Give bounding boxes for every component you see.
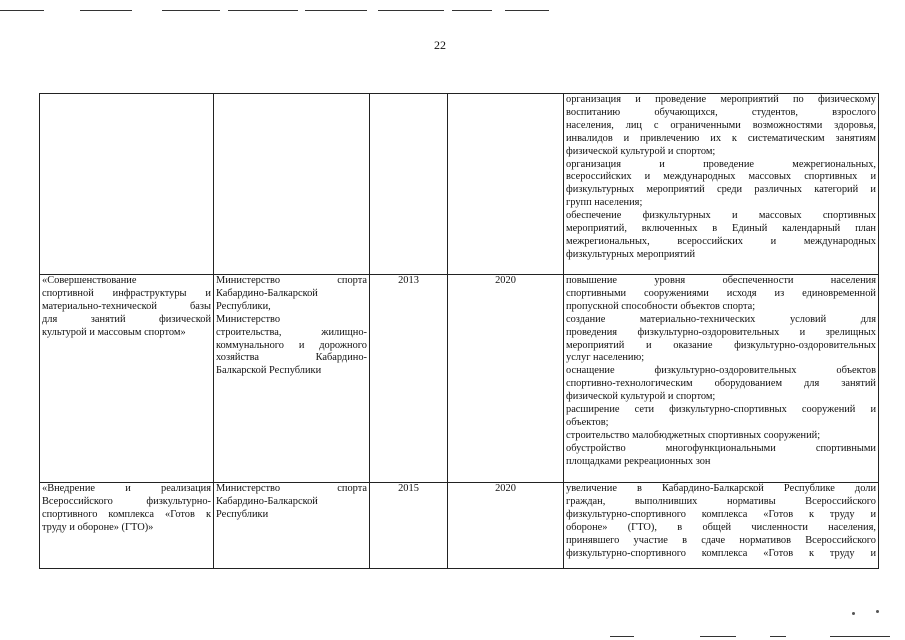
text-line: Министерство спорта bbox=[216, 275, 367, 286]
text-line: объектов; bbox=[566, 416, 609, 428]
results-cell bbox=[564, 94, 879, 275]
executor-cell bbox=[214, 94, 370, 275]
text-line: мероприятий и оказание физкультурно-оздоровительных bbox=[566, 339, 876, 351]
text-line: групп населения; bbox=[566, 197, 643, 209]
scan-artifact-line bbox=[228, 10, 298, 11]
executor-cell bbox=[214, 483, 370, 569]
table-row bbox=[40, 483, 879, 569]
scan-artifact-line bbox=[80, 10, 132, 11]
subprogram-name-cell bbox=[40, 94, 214, 275]
text-line: «Совершенствование bbox=[42, 275, 137, 286]
start-year-cell bbox=[370, 94, 448, 275]
text-line: обеспечение физкультурных и массовых спортивных bbox=[566, 210, 876, 222]
subprogram-name-cell bbox=[40, 275, 214, 483]
text-line: физкультурно-спортивного комплекса «Готов к труду и bbox=[566, 547, 876, 559]
text-line: спортивно-технологическим оборудованием для занятий bbox=[566, 378, 876, 390]
text-line: материально-технической базы bbox=[42, 300, 211, 312]
text-line: увеличение в Кабардино-Балкарской Республике доли bbox=[566, 483, 876, 494]
text-line: Республики, bbox=[216, 300, 271, 312]
end-year-cell: 2020 bbox=[448, 275, 564, 483]
text-line: Кабардино-Балкарской bbox=[216, 287, 318, 299]
text-line: услуг населению; bbox=[566, 352, 645, 364]
executor-cell bbox=[214, 275, 370, 483]
scan-artifact-line bbox=[0, 10, 44, 11]
text-line: расширение сети физкультурно-спортивных сооружений и bbox=[566, 404, 876, 416]
scan-artifact-line bbox=[452, 10, 492, 11]
results-cell bbox=[564, 275, 879, 483]
text-line: организация и проведение мероприятий по физическому bbox=[566, 94, 876, 105]
text-line: спортивными сооружениями исходя из единовременной bbox=[566, 287, 876, 299]
text-line: Кабардино-Балкарской bbox=[216, 495, 318, 507]
page-number: 22 bbox=[434, 38, 446, 52]
text-line: обустройство многофункциональными спортивными bbox=[566, 442, 876, 454]
text-line: инвалидов и привлечению их к систематическим занятиям bbox=[566, 132, 876, 144]
text-line: спортивной инфраструктуры и bbox=[42, 287, 211, 299]
scan-artifact-line bbox=[505, 10, 549, 11]
text-line: проведения физкультурно-оздоровительных и зрелищных bbox=[566, 326, 876, 338]
results-cell bbox=[564, 483, 879, 569]
program-table bbox=[39, 93, 879, 569]
start-year-cell: 2013 bbox=[370, 275, 448, 483]
end-year-cell: 2020 bbox=[448, 483, 564, 569]
text-line: повышение уровня обеспеченности населения bbox=[566, 275, 876, 286]
text-line: физкультурных мероприятий среди различных категорий и bbox=[566, 184, 876, 196]
text-line: для занятий физической bbox=[42, 313, 211, 325]
text-line: Министерство спорта bbox=[216, 483, 367, 494]
subprogram-name-cell bbox=[40, 483, 214, 569]
scan-artifact-line bbox=[378, 10, 444, 11]
end-year-cell bbox=[448, 94, 564, 275]
text-line: физкультурных мероприятий bbox=[566, 248, 696, 260]
text-line: населения, лиц с ограниченными возможностями здоровья, bbox=[566, 119, 876, 131]
scan-artifact-line bbox=[610, 636, 634, 637]
scan-artifact-line bbox=[830, 636, 890, 637]
scan-artifact-line bbox=[700, 636, 736, 637]
text-line: культурой и массовым спортом» bbox=[42, 326, 186, 338]
text-line: воспитанию обучающихся, студентов, взрослого bbox=[566, 106, 876, 118]
text-line: физкультурно-спортивного комплекса «Готов к труду и bbox=[566, 508, 876, 520]
text-line: пропускной способности объектов спорта; bbox=[566, 300, 756, 312]
text-line: создание материально-технических условий для bbox=[566, 313, 876, 325]
text-line: физической культурой и спортом; bbox=[566, 145, 716, 157]
text-line: строительство малобюджетных спортивных сооружений; bbox=[566, 429, 821, 441]
text-line: всероссийских и международных массовых спортивных и bbox=[566, 171, 876, 183]
text-line: мероприятий, включенных в Единый календарный план bbox=[566, 223, 876, 235]
text-line: организация и проведение межрегиональных, bbox=[566, 158, 876, 170]
text-line: площадками рекреационных зон bbox=[566, 455, 711, 467]
text-line: принявшего участие в сдаче нормативов Всероссийского bbox=[566, 534, 876, 546]
scan-artifact-line bbox=[770, 636, 786, 637]
text-line: физической культурой и спортом; bbox=[566, 391, 716, 403]
text-line: хозяйства Кабардино- bbox=[216, 352, 367, 364]
text-line: «Внедрение и реализация bbox=[42, 483, 211, 494]
text-line: Балкарской Республики bbox=[216, 365, 322, 377]
table-row bbox=[40, 94, 879, 275]
text-line: оснащение физкультурно-оздоровительных объектов bbox=[566, 365, 876, 377]
text-line: спортивного комплекса «Готов к bbox=[42, 508, 211, 520]
start-year-cell: 2015 bbox=[370, 483, 448, 569]
text-line: обороне» (ГТО), в общей численности населения, bbox=[566, 521, 876, 533]
table-row bbox=[40, 275, 879, 483]
scan-speck bbox=[852, 612, 855, 615]
scan-artifact-line bbox=[162, 10, 220, 11]
text-line: Республики bbox=[216, 508, 269, 520]
text-line: коммунального и дорожного bbox=[216, 339, 367, 351]
text-line: Министерство bbox=[216, 313, 281, 325]
text-line: граждан, выполнивших нормативы Всероссийского bbox=[566, 495, 876, 507]
scan-speck bbox=[876, 610, 879, 613]
text-line: труду и обороне» (ГТО)» bbox=[42, 521, 154, 533]
text-line: Всероссийского физкультурно- bbox=[42, 495, 211, 507]
text-line: строительства, жилищно- bbox=[216, 326, 367, 338]
scan-artifact-line bbox=[305, 10, 367, 11]
text-line: межрегиональных, всероссийских и международных bbox=[566, 235, 876, 247]
